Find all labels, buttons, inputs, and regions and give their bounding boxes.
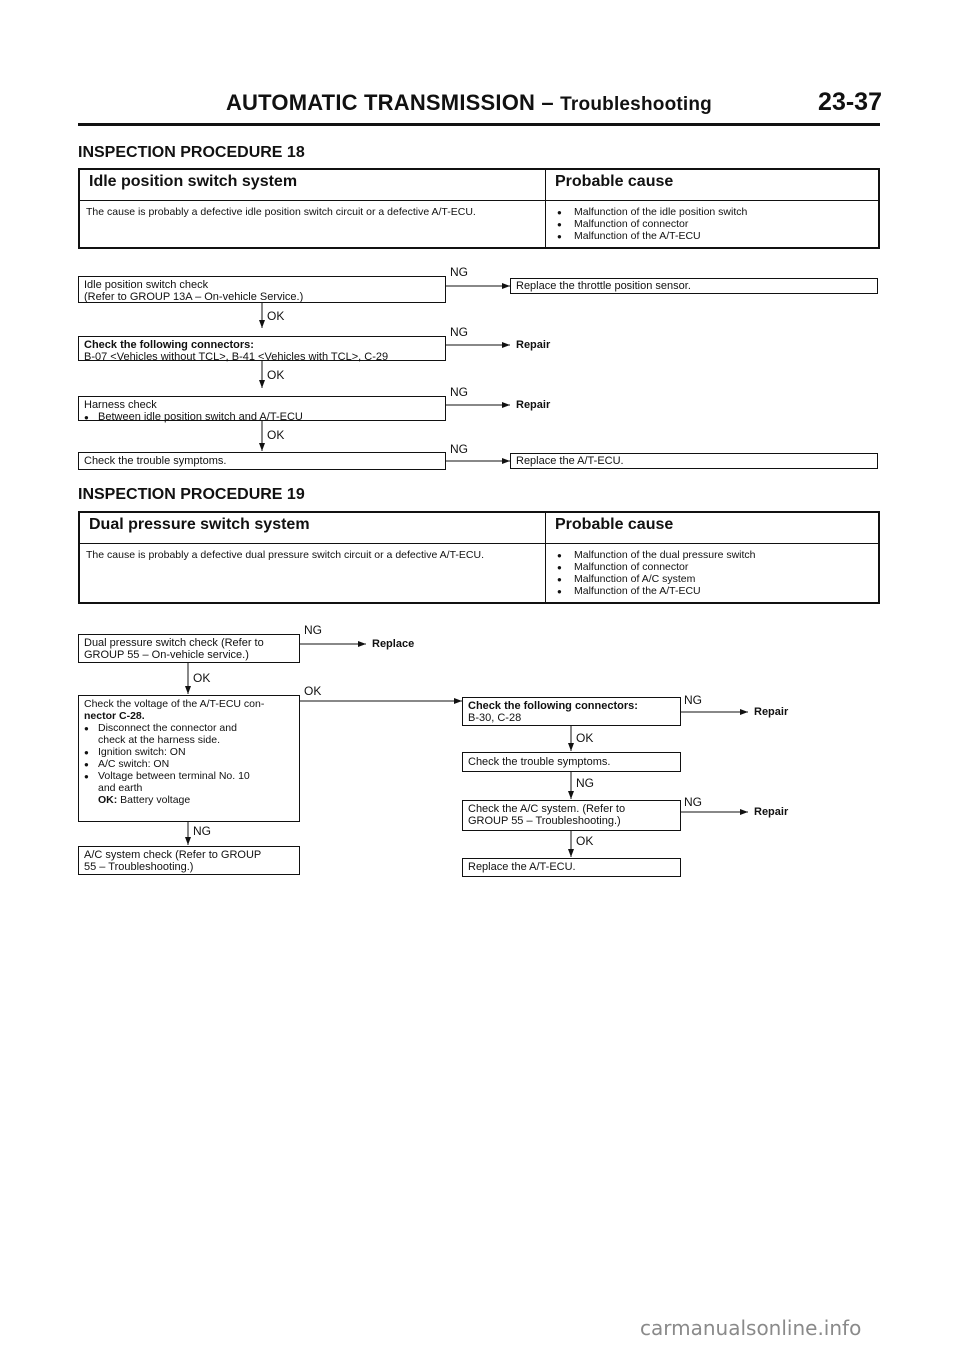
p19-step2-bullet-4b: and earth bbox=[98, 782, 143, 794]
p18-action-repair-2: Repair bbox=[516, 399, 551, 411]
header-title-dash: – bbox=[535, 90, 561, 115]
p19-r1-line2: B-30, C-28 bbox=[468, 712, 522, 724]
p18-cause-text: The cause is probably a defective idle position switch circuit or a defective A/T-ECU. bbox=[79, 201, 546, 249]
p19-step3-line1: A/C system check (Refer to GROUP bbox=[84, 849, 262, 861]
p19-step3-line2: 55 – Troubleshooting.) bbox=[84, 861, 194, 873]
p19-step1-line2: GROUP 55 – On-vehicle service.) bbox=[84, 649, 249, 661]
p19-right-ac-system-check bbox=[462, 800, 681, 831]
page-number: 23-37 bbox=[818, 88, 882, 116]
p19-ng-label-2: NG bbox=[193, 824, 211, 838]
p18-cause-item: ● Malfunction of the A/T-ECU bbox=[574, 230, 872, 242]
p18-system-name: Idle position switch system bbox=[79, 169, 546, 201]
procedure-18-table bbox=[78, 168, 880, 249]
p18-cause-item: ● Malfunction of connector bbox=[574, 218, 872, 230]
procedure-18-title: INSPECTION PROCEDURE 18 bbox=[78, 144, 305, 161]
p19-step-voltage-check bbox=[78, 695, 300, 822]
header-title-main: AUTOMATIC TRANSMISSION bbox=[225, 90, 536, 115]
p19-cause-item: ● Malfunction of connector bbox=[574, 561, 872, 573]
p19-step-dual-pressure-check bbox=[78, 634, 300, 663]
p19-cause-text: The cause is probably a defective dual pressure switch circuit or a defective A/T-ECU. bbox=[79, 544, 546, 604]
p18-step3-line2: ● Between idle position switch and A/T-ECU bbox=[84, 411, 440, 423]
procedure-19-title: INSPECTION PROCEDURE 19 bbox=[78, 486, 305, 503]
p19-step2-ok-criteria: OK: Battery voltage bbox=[98, 794, 191, 806]
p18-step-connector-check bbox=[78, 336, 446, 361]
header-title-sub: Troubleshooting bbox=[560, 94, 712, 115]
p19-cause-item: ● Malfunction of A/C system bbox=[574, 573, 872, 585]
p18-action-replace-atecu: Replace the A/T-ECU. bbox=[510, 453, 878, 469]
p18-step2-line2: B-07 <Vehicles without TCL>, B-41 <Vehicles with TCL>, C-29 bbox=[84, 351, 389, 363]
p18-ok-label-2: OK bbox=[267, 368, 285, 382]
p19-ng-label-3: NG bbox=[684, 693, 702, 707]
p18-step2-line1: Check the following connectors: bbox=[84, 339, 254, 351]
p18-step3-line1: Harness check bbox=[84, 399, 157, 411]
p19-step2-bullet-4a: ● Voltage between terminal No. 10 bbox=[84, 770, 294, 782]
p19-cause-item: ● Malfunction of the A/T-ECU bbox=[574, 585, 872, 597]
p19-ng-label-4: NG bbox=[576, 776, 594, 790]
p19-action-repair-1: Repair bbox=[754, 706, 789, 718]
p19-right-connector-check bbox=[462, 697, 681, 726]
procedure-19-table bbox=[78, 511, 880, 604]
p19-ng-label-1: NG bbox=[304, 623, 322, 637]
p18-ok-label-1: OK bbox=[267, 309, 285, 323]
p19-system-name: Dual pressure switch system bbox=[79, 512, 546, 544]
p19-cause-item: ● Malfunction of the dual pressure switch bbox=[574, 549, 872, 561]
watermark: carmanualsonline.info bbox=[640, 1316, 862, 1340]
p18-ng-label-4: NG bbox=[450, 442, 468, 456]
p19-ok-label-4: OK bbox=[576, 834, 594, 848]
p18-cause-item: ● Malfunction of the idle position switch bbox=[574, 206, 872, 218]
p18-cause-list bbox=[546, 201, 880, 249]
p19-right-replace-atecu: Replace the A/T-ECU. bbox=[462, 858, 681, 877]
p18-step-trouble-symptoms: Check the trouble symptoms. bbox=[78, 452, 446, 470]
p18-ok-label-3: OK bbox=[267, 428, 285, 442]
p19-step2-bullet-1a: ● Disconnect the connector and bbox=[84, 722, 294, 734]
p18-step1-line2: (Refer to GROUP 13A – On-vehicle Service.) bbox=[84, 291, 304, 303]
p19-ok-label-3: OK bbox=[576, 731, 594, 745]
p18-action-replace-tps: Replace the throttle position sensor. bbox=[510, 278, 878, 294]
p18-ng-label-2: NG bbox=[450, 325, 468, 339]
p19-right-trouble-symptoms: Check the trouble symptoms. bbox=[462, 752, 681, 772]
p19-cause-list bbox=[546, 544, 880, 604]
p19-action-replace: Replace bbox=[372, 638, 415, 650]
p19-r1-line1: Check the following connectors: bbox=[468, 700, 638, 712]
p19-action-repair-2: Repair bbox=[754, 806, 789, 818]
p19-step2-line2: nector C-28. bbox=[84, 710, 145, 722]
p18-probable-cause-header: Probable cause bbox=[546, 169, 880, 201]
p19-ng-label-5: NG bbox=[684, 795, 702, 809]
p19-step2-bullet-1b: check at the harness side. bbox=[98, 734, 220, 746]
p19-step2-bullet-2: ● Ignition switch: ON bbox=[84, 746, 294, 758]
p18-step1-line1: Idle position switch check bbox=[84, 279, 209, 291]
p19-r3-line2: GROUP 55 – Troubleshooting.) bbox=[468, 815, 621, 827]
p18-action-repair-1: Repair bbox=[516, 339, 551, 351]
p19-ok-label-1: OK bbox=[193, 671, 211, 685]
p18-step-harness-check bbox=[78, 396, 446, 421]
p19-r3-line1: Check the A/C system. (Refer to bbox=[468, 803, 626, 815]
p18-ng-label-1: NG bbox=[450, 265, 468, 279]
p19-step2-bullet-3: ● A/C switch: ON bbox=[84, 758, 294, 770]
p18-step-idle-switch-check bbox=[78, 276, 446, 303]
p19-step2-line1: Check the voltage of the A/T-ECU con- bbox=[84, 698, 265, 710]
p19-ok-label-2: OK bbox=[304, 684, 322, 698]
p19-step1-line1: Dual pressure switch check (Refer to bbox=[84, 637, 264, 649]
p19-step-ac-system-check bbox=[78, 846, 300, 875]
p18-ng-label-3: NG bbox=[450, 385, 468, 399]
p19-probable-cause-header: Probable cause bbox=[546, 512, 880, 544]
